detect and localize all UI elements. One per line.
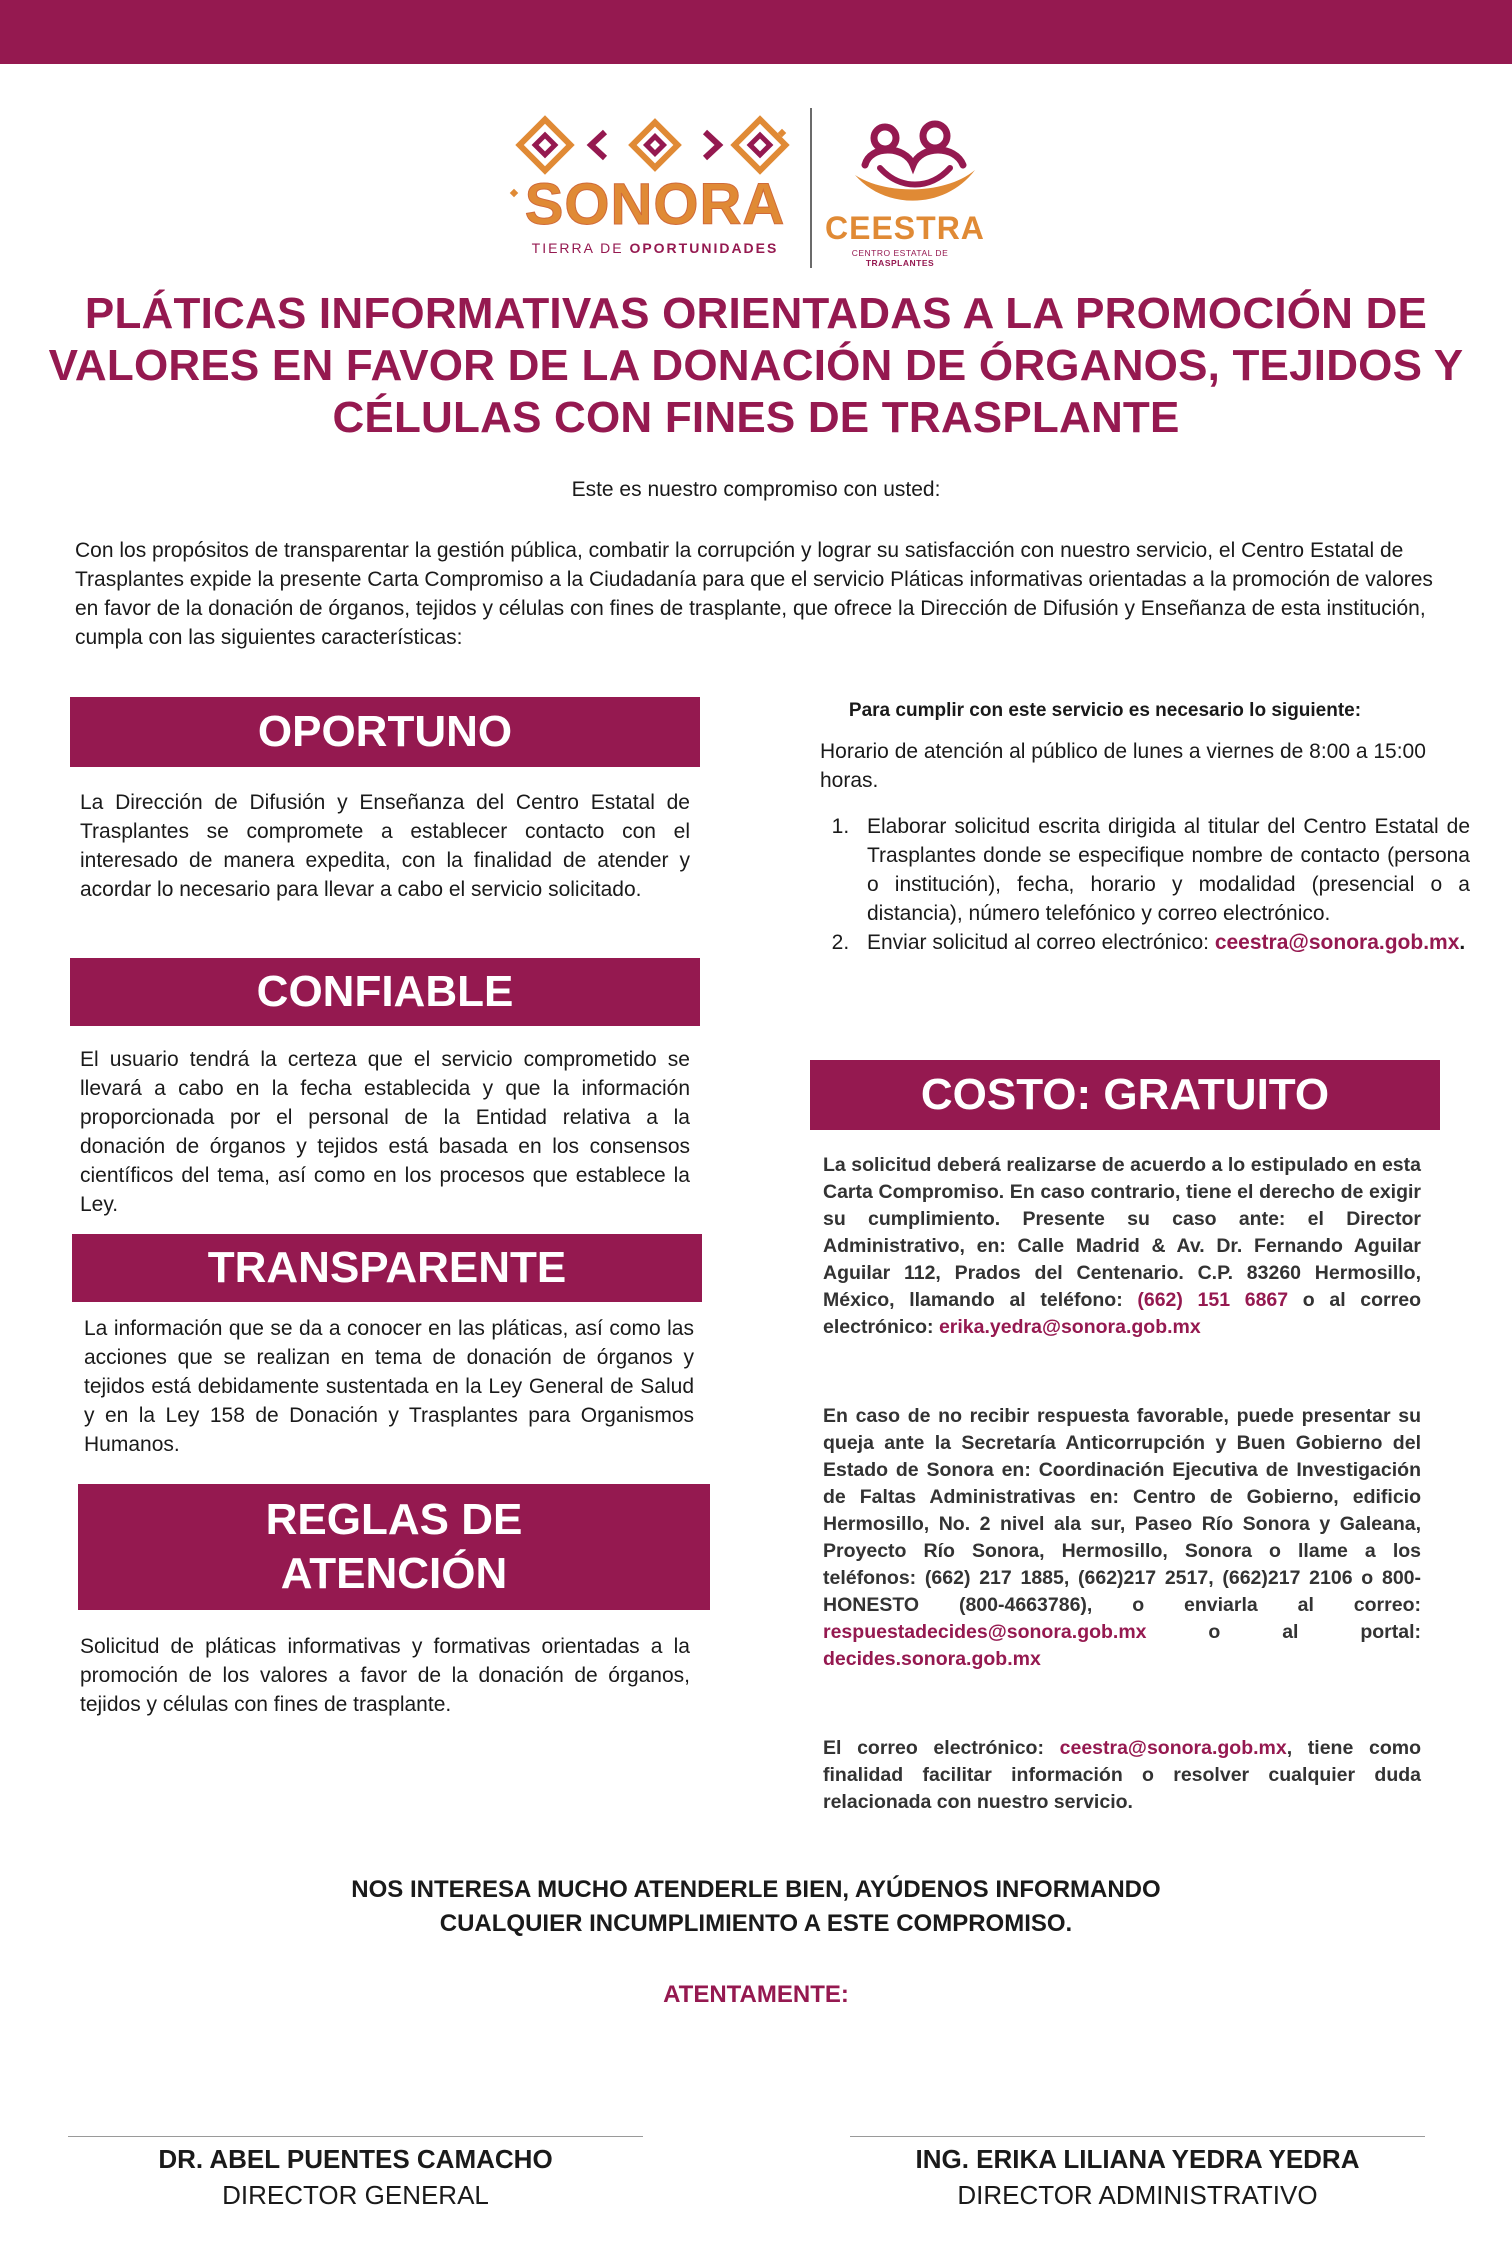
- closing-message: [0, 1873, 1512, 1941]
- intro-heading: Este es nuestro compromiso con usted:: [571, 478, 941, 501]
- atentamente-label: ATENTAMENTE:: [663, 1981, 849, 2008]
- contact-email-link[interactable]: ceestra@sonora.gob.mx: [1059, 1737, 1287, 1759]
- requirement-step-2: [855, 928, 1470, 957]
- ceestra-logo: [825, 120, 1005, 270]
- step2-email-link[interactable]: ceestra@sonora.gob.mx: [1214, 931, 1460, 954]
- cost-p1-mid: o al correo electrónico:: [823, 1289, 1421, 1338]
- complaint-portal-link[interactable]: decides.sonora.gob.mx: [823, 1648, 1041, 1670]
- oportuno-banner: OPORTUNO: [70, 697, 700, 767]
- oportuno-text: La Dirección de Difusión y Enseñanza del Centro Estatal de Trasplantes se compromete a establecer contacto con el interesado de manera expedita, con la finalidad de atender y acordar lo necesario para llevar a cabo el servicio solicitado.: [80, 791, 690, 901]
- complaint-email-link[interactable]: respuestadecides@sonora.gob.mx: [823, 1621, 1147, 1643]
- transparente-banner: TRANSPARENTE: [72, 1234, 702, 1302]
- signature-name-2: ING. ERIKA LILIANA YEDRA YEDRA: [915, 2144, 1360, 2174]
- cost-phone: (662) 151 6867: [1137, 1289, 1289, 1311]
- closing-line-1: NOS INTERESA MUCHO ATENDERLE BIEN, AYÚDENOS INFORMANDO: [351, 1876, 1161, 1903]
- signature-role-2: DIRECTOR ADMINISTRATIVO: [957, 2180, 1318, 2210]
- cost-banner: COSTO: GRATUITO: [810, 1060, 1440, 1130]
- transparente-text: La información que se da a conocer en las pláticas, así como las acciones que se realizan en tema de donación de órganos y tejidos está debidamente sustentada en la Ley General de Salud y en la Ley 158 de Donación y Trasplantes para Organismos Humanos.: [84, 1317, 694, 1456]
- cost-email-link[interactable]: erika.yedra@sonora.gob.mx: [938, 1316, 1201, 1338]
- signature-role-1: DIRECTOR GENERAL: [222, 2180, 489, 2210]
- step2-end: .: [1459, 931, 1466, 954]
- cost-p2-text: En caso de no recibir respuesta favorable, puede presentar su queja ante la Secretaría Anticorrupción y Buen Gobierno del Estado de Sonora en: Coordinación Ejecutiva de Investigación de Faltas Administrativas en: Centro de Gobierno, edificio Hermosillo, No. 2 nivel ala sur, Paseo Río Sonora y Galeana, Proyecto Río Sonora, Hermosillo, Sonora o llame a los teléfonos: (662) 217 1885, (662)217 2517, (662)217 2106 o 800- HONESTO (800-4663786), o enviarla al correo:: [823, 1405, 1421, 1616]
- reglas-title-line2: ATENCIÓN: [280, 1549, 508, 1598]
- reglas-title-line1: REGLAS DE: [265, 1495, 523, 1544]
- requirement-step-1: 1. Elaborar solicitud escrita dirigida al titular del Centro Estatal de Trasplantes donde se especifique nombre de contacto (persona o institución), fecha, horario y modalidad (presencial o a distancia), número telefónico y correo electrónico.: [855, 812, 1470, 928]
- sonora-wordmark: SONORA: [524, 172, 786, 237]
- cost-p3-start: El correo electrónico:: [823, 1737, 1060, 1759]
- reglas-banner: [78, 1484, 710, 1610]
- step2-text: Enviar solicitud al correo electrónico:: [867, 931, 1215, 954]
- sonora-logo: [505, 110, 805, 270]
- logo-divider: [810, 108, 812, 268]
- confiable-banner: CONFIABLE: [70, 958, 700, 1026]
- ceestra-family-icon: [825, 120, 1005, 210]
- signature-line-1: [68, 2136, 643, 2137]
- schedule-text: Horario de atención al público de lunes a viernes de 8:00 a 15:00 horas.: [820, 740, 1426, 792]
- ceestra-tagline-prefix: CENTRO ESTATAL DE: [851, 248, 949, 258]
- top-brand-bar: [0, 0, 1512, 64]
- ceestra-tagline: [825, 248, 975, 268]
- reglas-text: Solicitud de pláticas informativas y formativas orientadas a la promoción de los valores a favor de la donación de órganos, tejidos y células con fines de trasplante.: [80, 1635, 690, 1716]
- ceestra-tagline-bold: TRASPLANTES: [865, 258, 935, 268]
- closing-line-2: CUALQUIER INCUMPLIMIENTO A ESTE COMPROMISO.: [439, 1910, 1073, 1937]
- cost-paragraph-2: [823, 1403, 1421, 1673]
- sonora-tagline: [505, 240, 805, 256]
- cost-p1-text: La solicitud deberá realizarse de acuerdo a lo estipulado en esta Carta Compromiso. En caso contrario, tiene el derecho de exigir su cumplimiento. Presente su caso ante: el Director Administrativo, en: Calle Madrid & Av. Dr. Fernando Aguilar Aguilar 112, Prados del Centenario. C.P. 83260 Hermosillo, México, llamando al teléfono:: [823, 1154, 1421, 1311]
- signature-line-2: [850, 2136, 1425, 2137]
- confiable-text: El usuario tendrá la certeza que el servicio comprometido se llevará a cabo en la fecha establecida y que la información proporcionada por el personal de la Entidad relativa a la donación de órganos y tejidos está basada en los consensos científicos del tema, así como en los procesos que establece la Ley.: [80, 1048, 690, 1216]
- ceestra-wordmark: CEESTRA: [825, 210, 985, 246]
- page-title: PLÁTICAS INFORMATIVAS ORIENTADAS A LA PROMOCIÓN DE VALORES EN FAVOR DE LA DONACIÓN DE ÓRGANOS, TEJIDOS Y CÉLULAS CON FINES DE TRASPLANTE: [48, 289, 1464, 442]
- cost-p3-end: , tiene como finalidad facilitar información o resolver cualquier duda relacionada con nuestro servicio.: [823, 1737, 1421, 1813]
- cost-paragraph-1: [823, 1152, 1421, 1341]
- requirements-heading: Para cumplir con este servicio es necesario lo siguiente:: [848, 700, 1362, 721]
- sonora-tagline-bold: OPORTUNIDADES: [629, 240, 779, 256]
- intro-paragraph: Con los propósitos de transparentar la gestión pública, combatir la corrupción y lograr su satisfacción con nuestro servicio, el Centro Estatal de Trasplantes expide la presente Carta Compromiso a la Ciudadanía para que el servicio Pláticas informativas orientadas a la promoción de valores en favor de la donación de órganos, tejidos y células con fines de trasplante, que ofrece la Dirección de Difusión y Enseñanza de esta institución, cumpla con las siguientes características:: [75, 539, 1433, 649]
- cost-p2-mid: o al portal:: [1146, 1621, 1421, 1643]
- sonora-tagline-prefix: TIERRA DE: [531, 240, 630, 256]
- signature-name-1: DR. ABEL PUENTES CAMACHO: [158, 2144, 553, 2174]
- cost-paragraph-3: [823, 1735, 1421, 1816]
- requirements-list: [800, 812, 1470, 957]
